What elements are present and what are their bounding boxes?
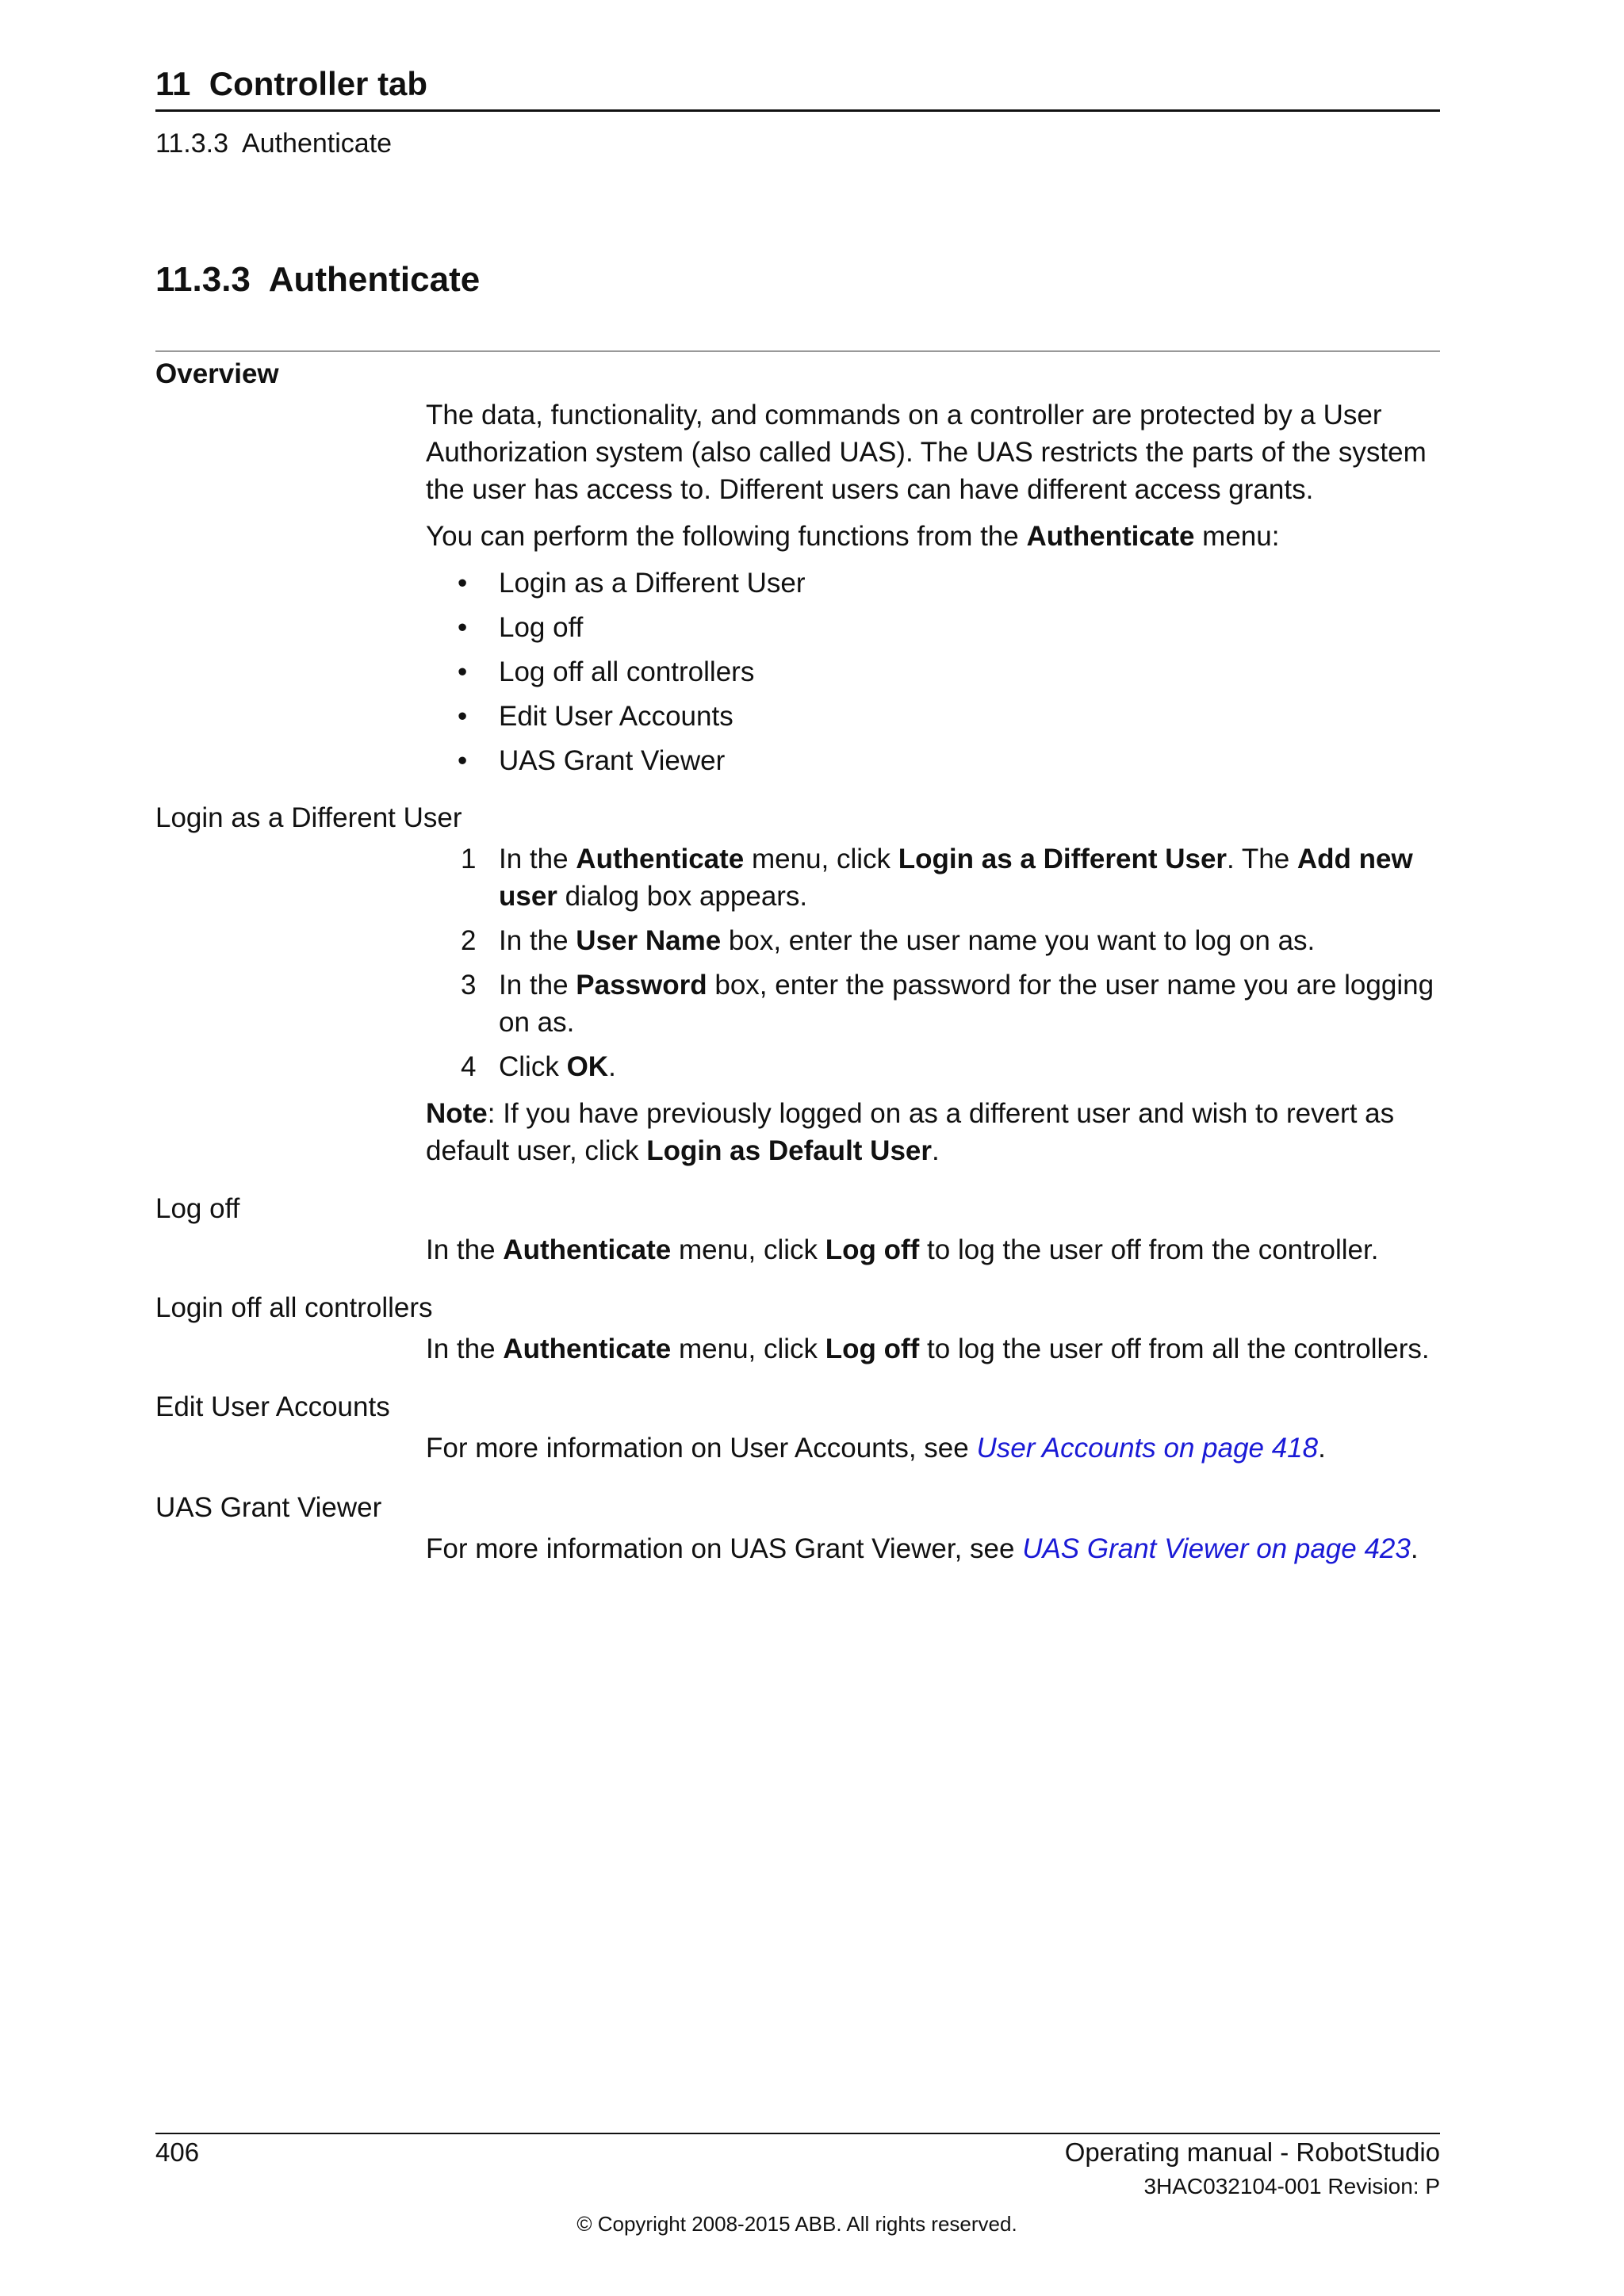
chapter-title: 11 Controller tab (155, 65, 428, 102)
page-number: 406 (155, 2137, 200, 2167)
manual-title: Operating manual - RobotStudio (1064, 2137, 1440, 2167)
edit-accounts-body (426, 1429, 1440, 1476)
log-off-heading: Log off (155, 1193, 240, 1224)
overview-paragraph: The data, functionality, and commands on a controller are protected by a User Authorization system (also called UAS). The UAS restricts the parts of the system the user has access to. Different users can have different access grants. (426, 400, 1427, 505)
user-accounts-link[interactable]: User Accounts on page 418 (976, 1433, 1319, 1464)
list-item: • Edit User Accounts (458, 701, 733, 732)
step-item: 2 In the User Name box, enter the user name you want to log on as. (461, 925, 1316, 956)
edit-accounts-heading: Edit User Accounts (155, 1391, 390, 1422)
copyright-notice: © Copyright 2008-2015 ABB. All rights reserved. (576, 2212, 1017, 2236)
uas-grant-viewer-link[interactable]: UAS Grant Viewer on page 423 (1022, 1533, 1411, 1564)
note-paragraph: Note: If you have previously logged on as a different user and wish to revert as default user, click Login as Default User. (426, 1098, 1395, 1166)
footer-rule (155, 2133, 1440, 2134)
log-off-body (426, 1231, 1440, 1278)
functions-list (426, 564, 1440, 779)
list-item: • UAS Grant Viewer (458, 745, 726, 776)
section-rule (155, 350, 1440, 352)
login-different-heading: Login as a Different User (155, 802, 462, 833)
uas-grant-paragraph: For more information on UAS Grant Viewer, see UAS Grant Viewer on page 423. (426, 1533, 1419, 1564)
login-steps (426, 840, 1440, 1085)
running-head: 11.3.3 Authenticate (155, 128, 393, 159)
uas-grant-body (426, 1530, 1440, 1577)
log-off-all-heading: Login off all controllers (155, 1292, 433, 1323)
overview-functions-intro: You can perform the following functions from the Authenticate menu: (426, 521, 1280, 552)
step-item: 1 In the Authenticate menu, click Login as a Different User. The Add new user dialog box appears. (461, 844, 1413, 912)
header-rule (155, 109, 1440, 112)
uas-grant-heading: UAS Grant Viewer (155, 1492, 382, 1523)
edit-accounts-paragraph: For more information on User Accounts, see User Accounts on page 418. (426, 1433, 1326, 1464)
list-item: • Login as a Different User (458, 568, 806, 599)
list-item: • Log off all controllers (458, 656, 755, 687)
login-different-body (426, 840, 1440, 1179)
overview-body (426, 396, 1440, 786)
log-off-all-paragraph: In the Authenticate menu, click Log off to log the user off from all the controllers. (426, 1334, 1430, 1364)
list-item: • Log off (458, 612, 584, 643)
overview-heading: Overview (155, 358, 279, 389)
step-item: 3 In the Password box, enter the password for the user name you are logging on as. (461, 970, 1434, 1038)
log-off-paragraph: In the Authenticate menu, click Log off to log the user off from the controller. (426, 1234, 1379, 1265)
section-title: 11.3.3 Authenticate (155, 260, 481, 299)
step-item: 4 Click OK. (461, 1051, 616, 1082)
log-off-all-body (426, 1330, 1440, 1377)
document-id: 3HAC032104-001 Revision: P (1143, 2174, 1440, 2198)
